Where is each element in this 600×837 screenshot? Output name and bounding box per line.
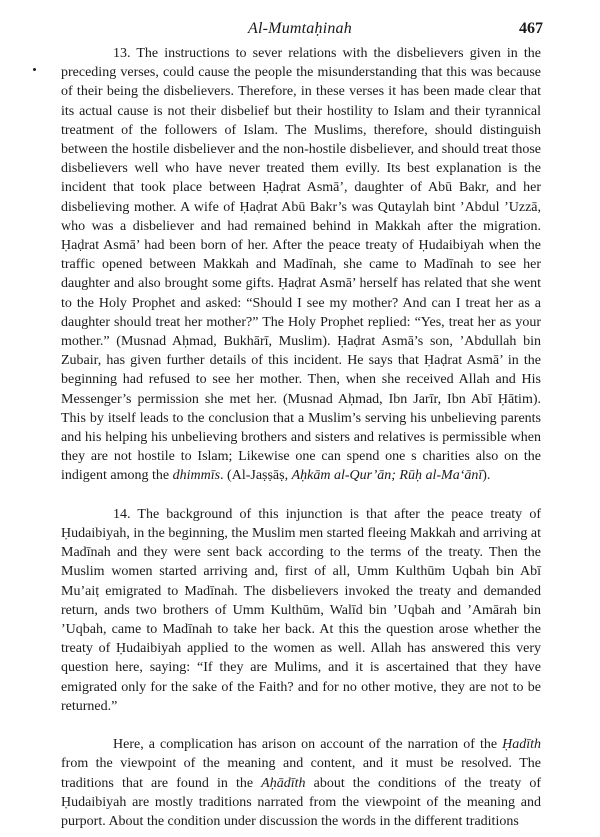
running-head — [0, 18, 600, 42]
paragraph-note-13 — [61, 44, 541, 486]
ahadith-italic: Aḥādīth — [261, 775, 306, 791]
running-title: Al-Mumtaḥinah — [248, 20, 352, 37]
reference-closing: ). — [482, 468, 491, 484]
paragraph-text: 14. The background of this injunction is that after the peace treaty of Ḥudaibiyah, in the beginning, the Muslim men started fleeing Makkah and arriving at Madīnah and they were sent back according to the terms of the treaty. Then the Muslim women started arriving and, first of all, Umm Kulthūm Uqbah bin Abī Mu’aiṭ emigrated to Madīnah. The disbelievers invoked the treaty and demanded return, ands two brothers of Umm Kulthūm, Walīd bin ’Uqbah and ’Amārah bin ’Uqbah, came to Madīnah to take her back. At this the question arose whether the treaty of Ḥudaibiyah applied to the women as well. Allah has answered this very question here, saying: “If they are Mulims, and it is ascertained that they have emigrated only for the sake of the Faith? and for no other motive, they are not to be returned.” — [61, 506, 541, 714]
paragraph-note-14 — [61, 505, 541, 716]
reference-prefix: . (Al-Jaṣṣāṣ, — [220, 468, 289, 484]
paragraph-text-after: about the conditions of the treaty of Ḥudaibiyah are mostly traditions narrated from the viewpoint of the meaning and purport. About the condition under discussion the words in the different traditions — [61, 775, 541, 830]
margin-mark — [33, 68, 36, 71]
reference-italic: Aḥkām al-Qur’ān; Rūḥ al-Ma‘ānī — [291, 468, 483, 484]
term-italic: dhimmīs — [172, 468, 221, 484]
paragraph-text-middle: from the viewpoint of the meaning and content, and it must be resolved. The traditions that are found in the — [61, 756, 541, 791]
body-text — [61, 44, 541, 831]
page-number: 467 — [519, 20, 543, 37]
paragraph-here — [61, 735, 541, 831]
paragraph-text: 13. The instructions to sever relations with the disbelievers given in the preceding verses, could cause the people the misunderstanding that this was because of their being the disbelievers. Therefore, in these verses it has been made clear that its actual cause is not their disbelief but their hostility to Islam and their tyrannical treatment of the followers of Islam. The Muslims, therefore, should distinguish between the hostile disbeliever and the non-hostile disbeliever, and should treat those disbelievers well who have never treated them evilly. Its best explanation is the incident that took place between Ḥaḍrat Asmā’, daughter of Abū Bakr, and her disbelieving mother. A wife of Ḥaḍrat Abū Bakr’s was Qutaylah bint ’Abdul ’Uzzā, who was a disbeliever and had remained behind in Makkah after the migration. Ḥaḍrat Asmā’ had been born of her. After the peace treaty of Ḥudaibiyah when the traffic opened between Makkah and Madīnah, she came to Madīnah to see her daughter and also brought some gifts. Ḥaḍrat Asmā’ herself has related that she went to the Holy Prophet and asked: “Should I see my mother? And can I treat her as a daughter should treat her mother?” The Holy Prophet replied: “Yes, treat her as your mother.” (Musnad Aḥmad, Bukhārī, Muslim). Ḥaḍrat Asmā’s son, ’Abdullah bin Zubair, has given further details of this incident. He says that Ḥaḍrat Asmā’ in the beginning had refused to see her mother. Then, when she received Allah and His Messenger’s permission she met her. (Musnad Aḥmad, Ibn Jarīr, Ibn Abī Ḥātim). This by itself leads to the conclusion that a Muslim’s serving his unbelieving parents and his helping his unbelieving brothers and sisters and relatives is permissible when they are not hostile to Islam; Likewise one can spend one s charities also on the indigent among the — [61, 46, 541, 484]
hadith-italic: Ḥadīth — [502, 737, 541, 753]
paragraph-text-before: Here, a complication has arison on account of the narration of the — [113, 737, 498, 753]
